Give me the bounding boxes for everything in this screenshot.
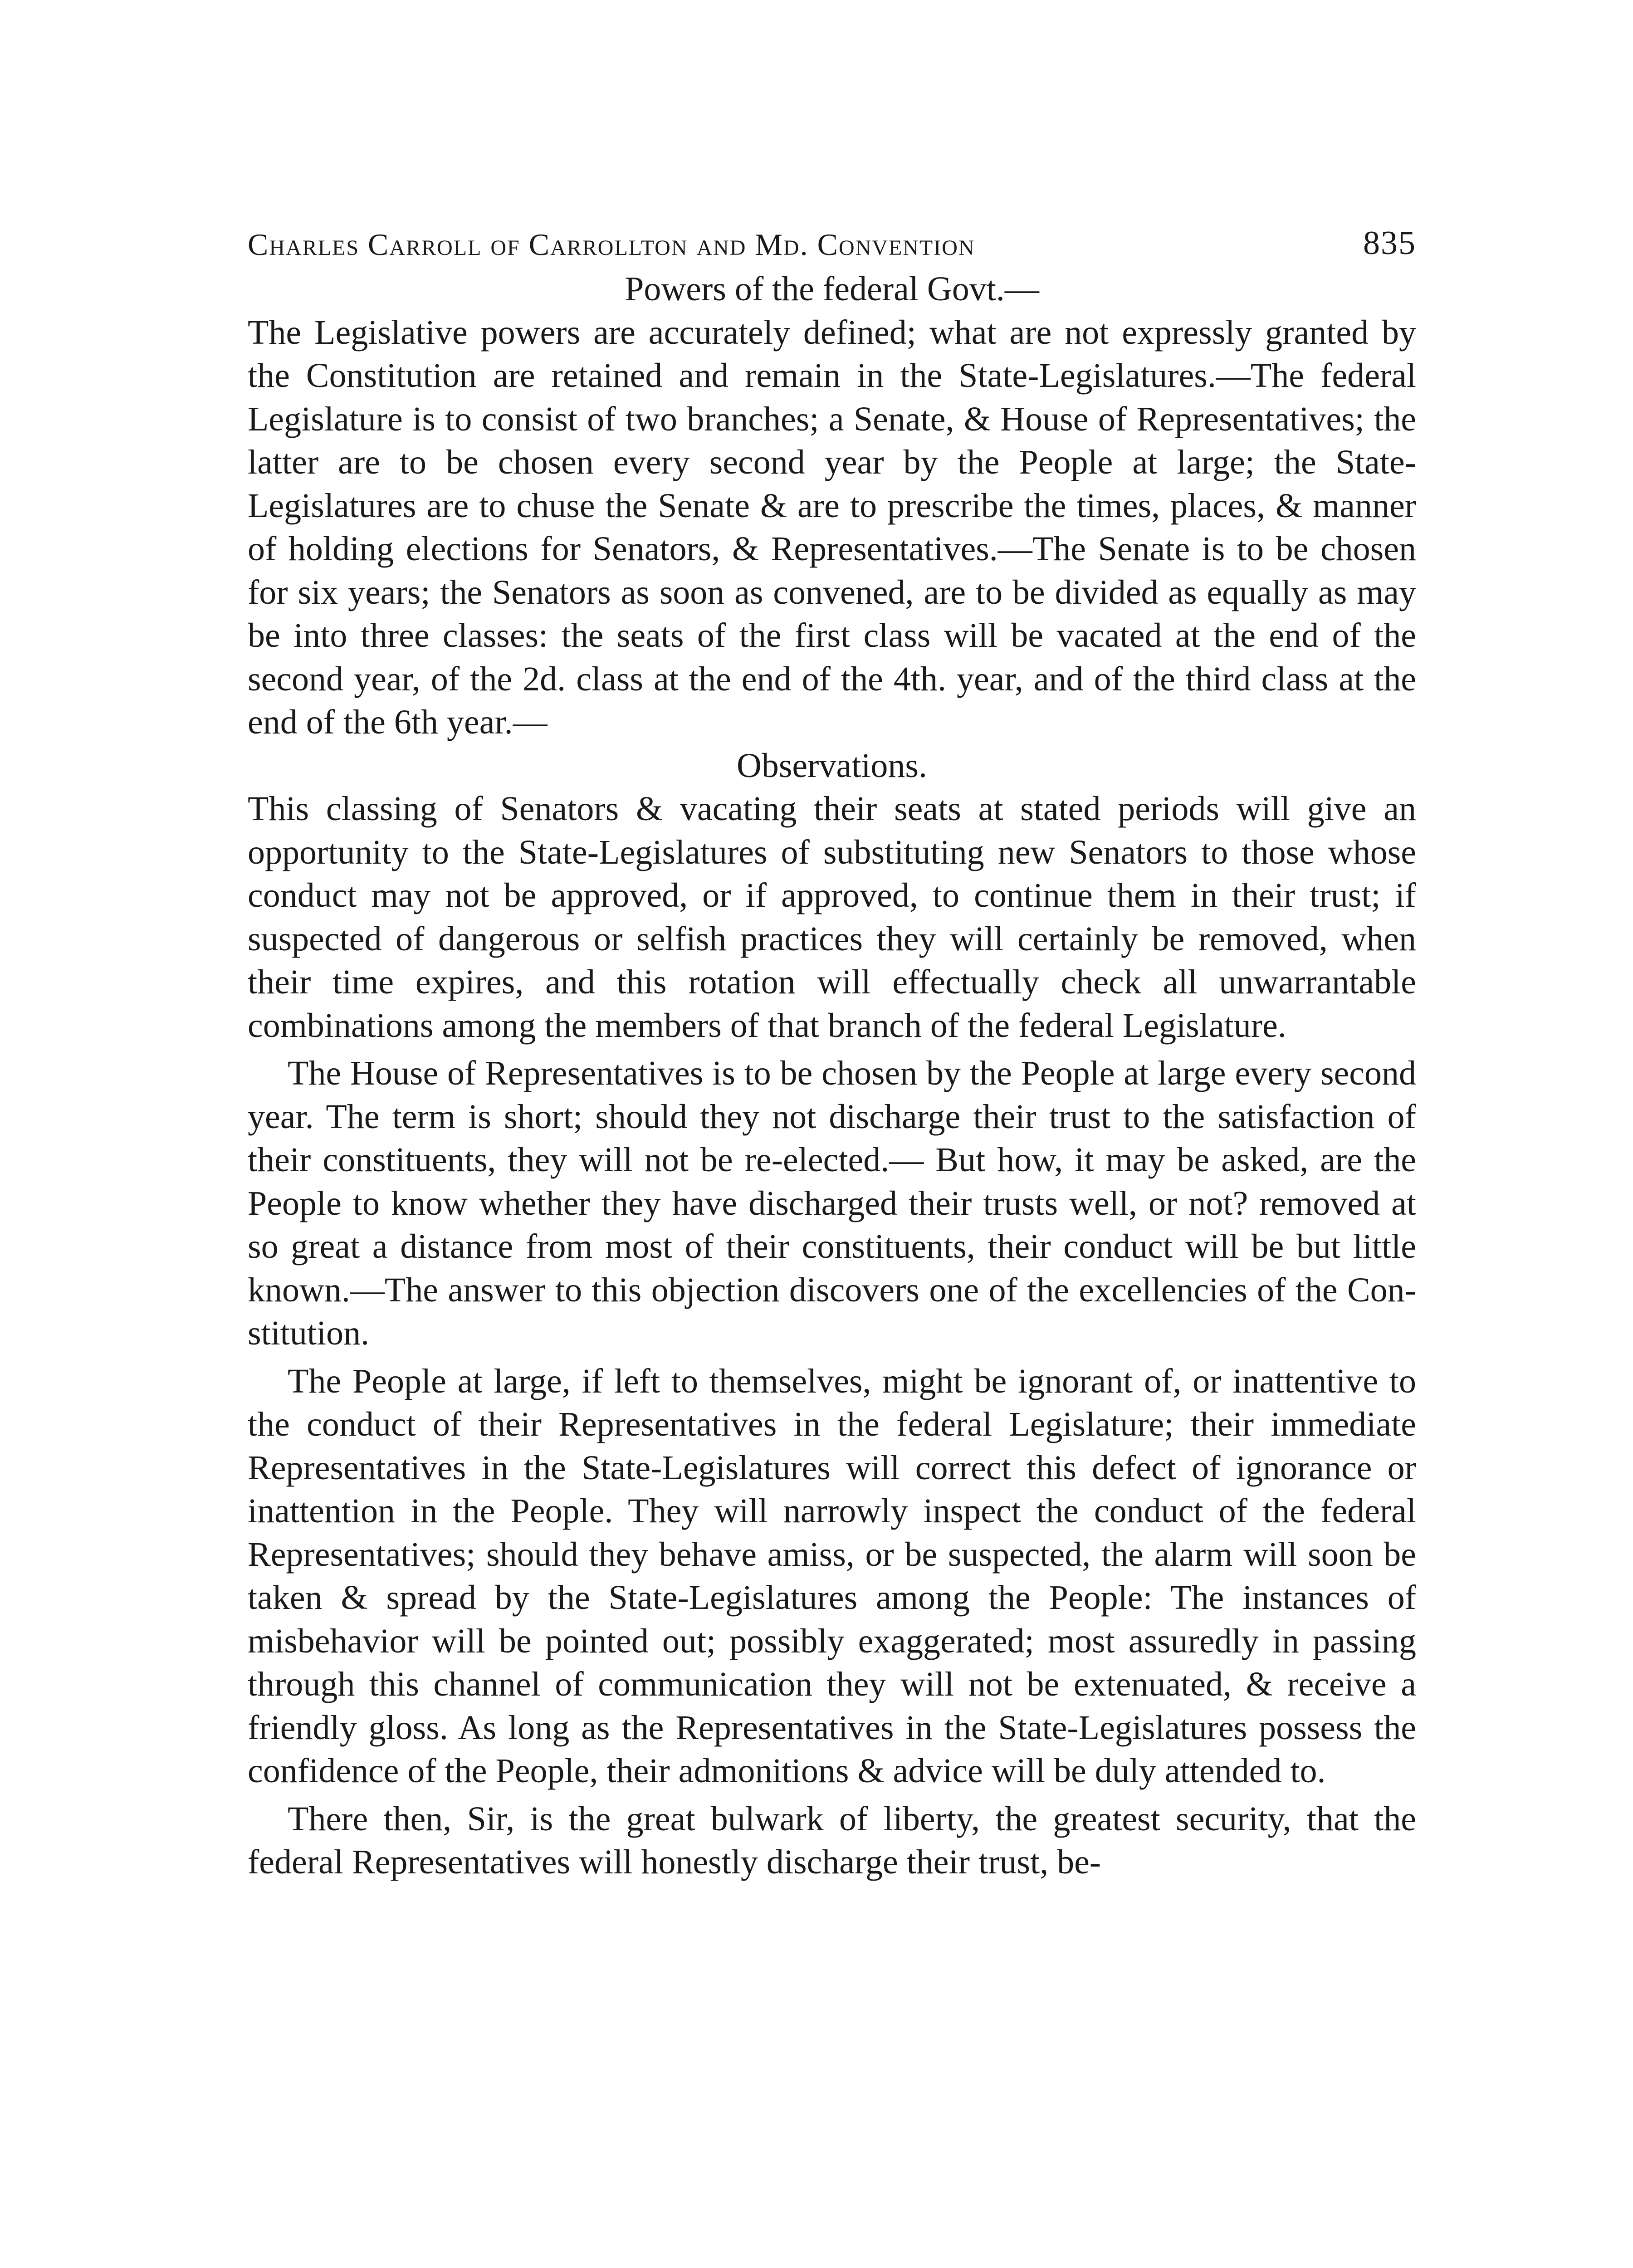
section-heading-observations: Observations. <box>736 746 928 785</box>
paragraph-observations: This classing of Senators & vacating their seats at stated periods will give an opportunity to the State-Legislatures of substituting new Senators to those whose conduct may not be approved, or if approved, to continue them in their trust; if suspected of dangerous or selfish practices they will certainly be removed, when their time expires, and this rotation will effectually check all unwarrantable combinations among the members of that branch of the federal Legislature. <box>248 790 1416 1045</box>
running-header <box>248 218 1416 268</box>
running-title: Charles Carroll of Carrollton and Md. Convention <box>248 227 975 262</box>
paragraph-house: The House of Representatives is to be chosen by the People at large every second year. The term is short; should they not discharge their trust to the satisfaction of their constituents, they will not be re-elected.— But how, it may be asked, are the People to know whether they have discharged their trusts well, or not? removed at so great a distance from most of their constituents, their conduct will be but little known.—The answer to this objection discovers one of the excellencies of the Constitution. <box>248 1054 1416 1352</box>
paragraph-bulwark: There then, Sir, is the great bulwark of liberty, the greatest security, that the federal Representatives will honestly discharge their trust, be- <box>248 1799 1416 1881</box>
page-number: 835 <box>1363 225 1416 262</box>
paragraph-people: The People at large, if left to themselves, might be ignorant of, or inattentive to the conduct of their Representatives in the federal Legislature; their immediate Representatives in the State-Legislatures will correct this defect of ignorance or inattention in the People. They will narrowly inspect the conduct of the federal Representatives; should they behave amiss, or be suspected, the alarm will soon be taken & spread by the State-Legislatures among the People: The instances of misbehavior will be pointed out; possibly exaggerated; most assuredly in passing through this channel of communication they will not be extenuated, & receive a friendly gloss. As long as the Representatives in the State-Legislatures possess the confidence of the People, their admonitions & advice will be duly attended to. <box>248 1362 1416 1790</box>
document-page <box>248 218 1416 1884</box>
paragraph-powers: The Legislative powers are accurately defined; what are not expressly granted by the Constitution are retained and remain in the State-Legislatures.—The federal Legislature is to consist of two branches; a Senate, & House of Representatives; the latter are to be chosen every second year by the People at large; the State-Legislatures are to chuse the Senate & are to prescribe the times, places, & manner of holding elections for Senators, & Representatives.—The Senate is to be chosen for six years; the Senators as soon as convened, are to be divided as equally as may be into three classes: the seats of the first class will be vacated at the end of the second year, of the 2d. class at the end of the 4th. year, and of the third class at the end of the 6th year.— <box>248 313 1416 741</box>
section-heading-powers: Powers of the federal Govt.— <box>625 270 1039 308</box>
